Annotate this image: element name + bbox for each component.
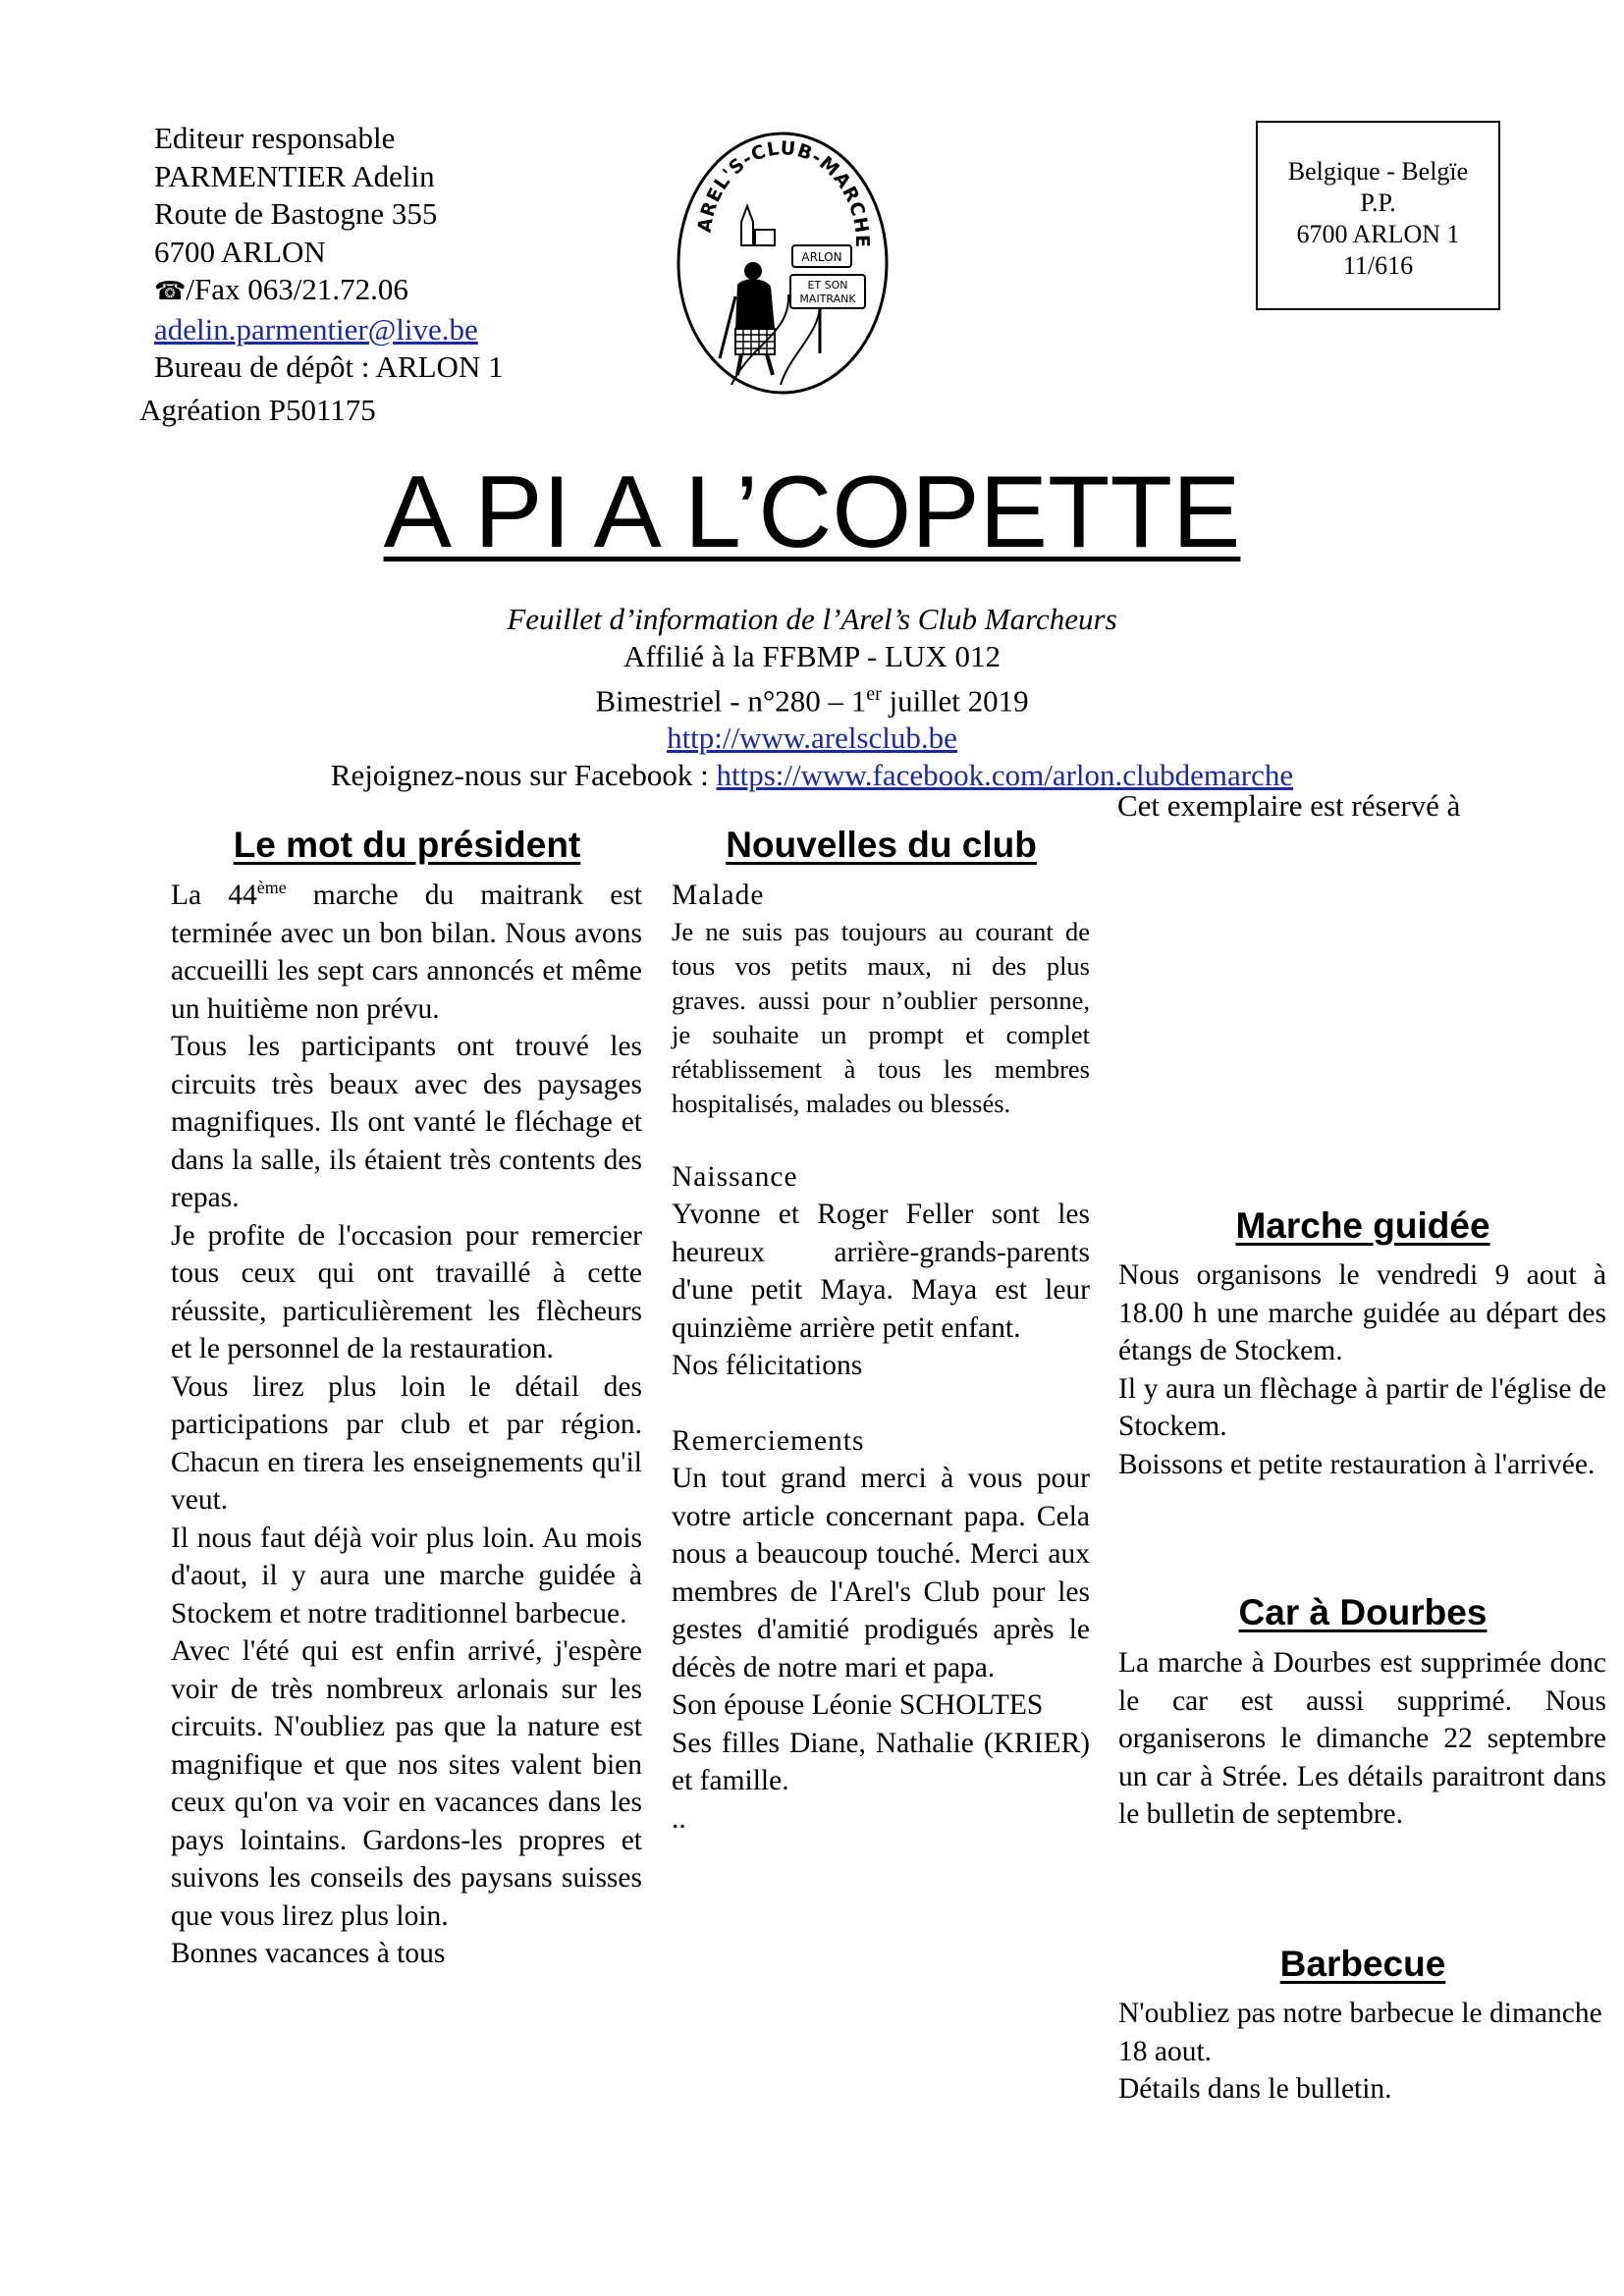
president-paragraph: Je profite de l'occasion pour remercier tous ceux qui ont travaillé à cette réussite, particulièrement les flècheurs et le personnel de la restauration. [171,1219,642,1364]
president-p1-start: La 44 [171,880,257,911]
issue-date: juillet 2019 [881,683,1029,719]
naissance-title: Naissance [672,1160,798,1193]
barbecue-heading: Barbecue [1279,1944,1446,1984]
agreation: Agréation P501175 [139,393,376,427]
editor-block [154,120,504,387]
editor-line: Editeur responsable [154,121,396,155]
president-paragraph: Il nous faut déjà voir plus loin. Au mois d'aout, il y aura une marche guidée à Stockem et notre traditionnel barbecue. [171,1522,642,1629]
naissance-congrats: Nos félicitations [672,1350,863,1381]
logo-arc-text: AREL'S-CLUB-MARCHE [693,136,874,249]
postal-line: 11/616 [1342,251,1414,280]
president-p1-sup: ème [256,878,287,898]
editor-email-link[interactable]: adelin.parmentier@live.be [154,311,478,347]
reserved-for: Cet exemplaire est réservé à [1117,788,1461,823]
president-paragraph: Avec l'été qui est enfin arrivé, j'espère voir de très nombreux arlonais sur les circuits. N'oubliez pas que la nature est magnifique et que nos sites valent bien ceux qu'on va voir en vacances dans les pays lointains. Gardons-les propres et suivons les conseils des paysans suisses que vous lirez plus loin. [171,1635,642,1932]
subinfo-line3 [0,675,1624,720]
masthead-title: A PI A L’COPETTE [383,455,1241,569]
editor-line: 6700 ARLON [154,234,326,269]
barbecue-column [1118,1995,1606,2109]
marche-column [1118,1256,1606,1483]
remerciements-title: Remerciements [672,1424,865,1457]
postal-line: Belgique - Belgïe [1287,157,1469,186]
logo-sign-arlon: ARLON [801,250,842,264]
marche-heading: Marche guidée [1235,1205,1490,1246]
phone-icon: ☎ [154,277,187,306]
president-p1-end: marche du maitrank est terminée avec un bon bilan. Nous avons accueilli les sept cars annoncés et même un huitième non prévu. [171,880,642,1025]
facebook-label: Rejoignez-nous sur Facebook : [330,758,717,793]
car-heading: Car à Dourbes [1238,1592,1488,1632]
svg-text:AREL'S-CLUB-MARCHE [693,137,873,248]
remerciements-text: Un tout grand merci à vous pour votre article concernant papa. Cela nous a beaucoup touché. Merci aux membres de l'Arel's Club pour les gestes d'amitié prodigués après le décès de notre mari et papa. [672,1463,1090,1683]
editor-phone-number: /Fax 063/21.72.06 [186,272,408,306]
car-column [1118,1644,1606,1834]
subinfo-line1: Feuillet d’information de l’Arel’s Club Marcheurs [507,602,1117,636]
remerciements-end: .. [672,1802,686,1835]
nouvelles-column [672,877,1090,1838]
postal-line: P.P. [1360,188,1396,217]
president-paragraph [171,877,642,1028]
car-paragraph: La marche à Dourbes est supprimée donc le car est aussi supprimé. Nous organiserons le dimanche 22 septembre un car à Strée. Les détails paraitront dans le bulletin de septembre. [1118,1647,1606,1830]
subinfo-block [0,601,1624,794]
barbecue-paragraph: Détails dans le bulletin. [1118,2073,1392,2105]
logo-sign-line1: ET SON [807,279,848,292]
president-paragraph: Bonnes vacances à tous [171,1938,446,1969]
editor-phone [154,271,504,311]
issue-number: Bimestriel - n°280 – 1 [595,683,867,719]
walker-figure [720,262,775,375]
malade-text: Je ne suis pas toujours au courant de tous vos petits maux, ni des plus graves. aussi pour n’oublier personne, je souhaite un prompt et complet rétablissement à tous les membres hospitalisés, malades ou blessés. [672,916,1090,1118]
postal-line: 6700 ARLON 1 [1296,220,1460,248]
editor-line: PARMENTIER Adelin [154,158,435,193]
masthead [0,455,1624,569]
president-paragraph: Tous les participants ont trouvé les circuits très beaux avec des paysages magnifiques. Ils ont vanté le fléchage et dans la salle, ils étaient très contents des repas. [171,1031,642,1213]
barbecue-paragraph: N'oubliez pas notre barbecue le dimanche 18 aout. [1118,1998,1602,2067]
remerciements-signature: Ses filles Diane, Nathalie (KRIER) et famille. [672,1727,1090,1796]
president-paragraph: Vous lirez plus loin le détail des participations par club et par région. Chacun en tirera les enseignements qu'il veut. [171,1370,642,1516]
website-link[interactable]: http://www.arelsclub.be [667,721,957,756]
logo-sign-line2: MAITRANK [799,293,856,305]
naissance-text: Yvonne et Roger Feller sont les heureux arrière-grands-parents d'une petit Maya. Maya est leur quinzième arrière petit enfant. [672,1199,1090,1344]
marche-paragraph: Nous organisons le vendredi 9 aout à 18.00 h une marche guidée au départ des étangs de Stockem. [1118,1259,1606,1366]
marche-paragraph: Boissons et petite restauration à l'arrivée. [1118,1448,1596,1480]
president-column [171,877,642,1973]
postal-box [1256,121,1500,310]
club-logo [673,128,893,398]
editor-bureau: Bureau de dépôt : ARLON 1 [154,349,504,384]
issue-sup: er [866,683,882,705]
president-heading: Le mot du président [233,825,581,865]
subinfo-line2: Affilié à la FFBMP - LUX 012 [623,639,1001,673]
facebook-link[interactable]: https://www.facebook.com/arlon.clubdemarche [716,758,1294,793]
editor-line: Route de Bastogne 355 [154,196,438,231]
remerciements-signature: Son épouse Léonie SCHOLTES [672,1689,1044,1721]
marche-paragraph: Il y aura un flèchage à partir de l'église de Stockem. [1118,1372,1606,1442]
malade-title: Malade [672,880,765,911]
nouvelles-heading: Nouvelles du club [726,825,1037,865]
